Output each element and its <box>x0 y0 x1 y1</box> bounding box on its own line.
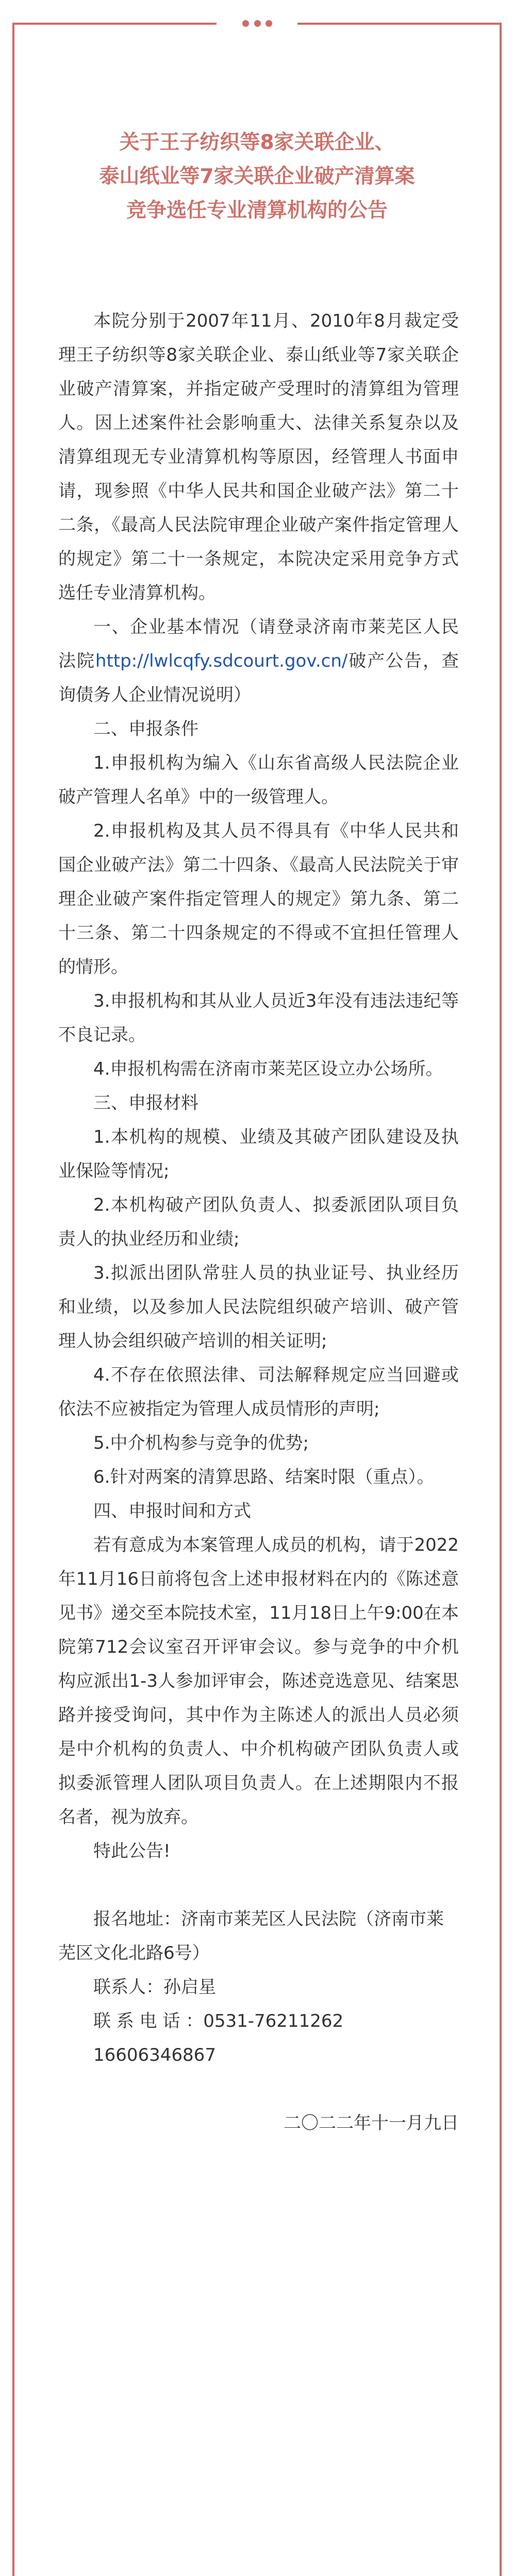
title-line-3: 竞争选任专业清算机构的公告 <box>126 199 388 222</box>
court-website-link[interactable]: http://lwlcqfy.sdcourt.gov.cn/ <box>95 651 348 671</box>
section-2-item: 2.申报机构及其人员不得具有《中华人民共和国企业破产法》第二十四条、《最高人民法院关于审理企业破产案件指定管理人的规定》第九条、第二十三条、第二十四条规定的不得或不宜担任管理人的情形。 <box>58 821 459 977</box>
section-3-item: 2.本机构破产团队负责人、拟委派团队项目负责人的执业经历和业绩; <box>58 1195 459 1249</box>
decorative-dots <box>242 20 272 27</box>
section-2-item: 4.申报机构需在济南市莱芜区设立办公场所。 <box>93 1059 443 1079</box>
dot-3 <box>266 20 272 27</box>
contact-phone-line <box>58 2004 459 2038</box>
section-4-heading: 四、申报时间和方式 <box>93 1501 251 1521</box>
section-3-item: 4.不存在依照法律、司法解释规定应当回避或依法不应被指定为管理人成员情形的声明; <box>58 1365 459 1419</box>
section-1-text: 一、企业基本情况（请登录济南市莱芜区人民法院 <box>58 617 459 671</box>
section-2-item: 1.申报机构为编入《山东省高级人民法院企业破产管理人名单》中的一级管理人。 <box>58 753 459 807</box>
closing-statement: 特此公告! <box>93 1841 171 1861</box>
section-3-item: 6.针对两案的清算思路、结案时限（重点）。 <box>93 1467 435 1487</box>
notice-date: 二〇二二年十一月九日 <box>284 2113 459 2133</box>
section-3-item: 1.本机构的规模、业绩及其破产团队建设及执业保险等情况; <box>58 1127 459 1181</box>
phone-number-2: 16606346867 <box>93 2045 216 2065</box>
title-line-2: 泰山纸业等7家关联企业破产清算案 <box>99 165 415 188</box>
section-2-item: 3.申报机构和其从业人员近3年没有违法违纪等不良记录。 <box>58 991 459 1045</box>
phone-number-1: 0531-76211262 <box>203 2011 344 2031</box>
notice-body <box>58 304 459 2140</box>
notice-title <box>12 126 502 228</box>
section-4-body: 若有意成为本案管理人成员的机构，请于2022年11月16日前将包含上述申报材料在内的《陈述意见书》递交至本院技术室，11月18日上午9:00在本院第712会议室召开评审会议。参与竞争的中介机构应派出1-3人参加评审会，陈述竞选意见、结案思路并接受询问，其中作为主陈述人的派出人员必须是中介机构的负责人、中介机构破产团队负责人或拟委派管理人团队项目负责人。在上述期限内不报名者，视为放弃。 <box>58 1535 459 1827</box>
phone-label: 联 系 电 话 ： <box>93 2011 204 2031</box>
title-line-1: 关于王子纺织等8家关联企业、 <box>119 131 395 154</box>
spacer <box>58 2072 459 2106</box>
section-1-text-after: 破产公告，查询债务人企业情况说明） <box>58 651 459 705</box>
signup-address: 报名地址：济南市莱芜区人民法院（济南市莱芜区文化北路6号） <box>58 1909 444 1963</box>
intro-paragraph: 本院分别于2007年11月、2010年8月裁定受理王子纺织等8家关联企业、泰山纸业等7家关联企业破产清算案，并指定破产受理时的清算组为管理人。因上述案件社会影响重大、法律关系复杂以及清算组现无专业清算机构等原因，经管理人书面申请，现参照《中华人民共和国企业破产法》第二十二条，《最高人民法院审理企业破产案件指定管理人的规定》第二十一条规定，本院决定采用竞争方式选任专业清算机构。 <box>58 311 459 603</box>
dot-2 <box>254 20 261 27</box>
dot-1 <box>242 20 249 27</box>
section-1-paragraph <box>58 610 459 712</box>
section-3-item: 5.中介机构参与竞争的优势; <box>93 1433 309 1453</box>
section-3-item: 3.拟派出团队常驻人员的执业证号、执业经历和业绩，以及参加人民法院组织破产培训、破产管理人协会组织破产培训的相关证明; <box>58 1263 459 1351</box>
section-2-heading: 二、申报条件 <box>93 719 198 739</box>
spacer <box>58 1868 459 1902</box>
contact-person: 联系人：孙启星 <box>93 1977 216 1997</box>
section-3-heading: 三、申报材料 <box>93 1093 198 1113</box>
